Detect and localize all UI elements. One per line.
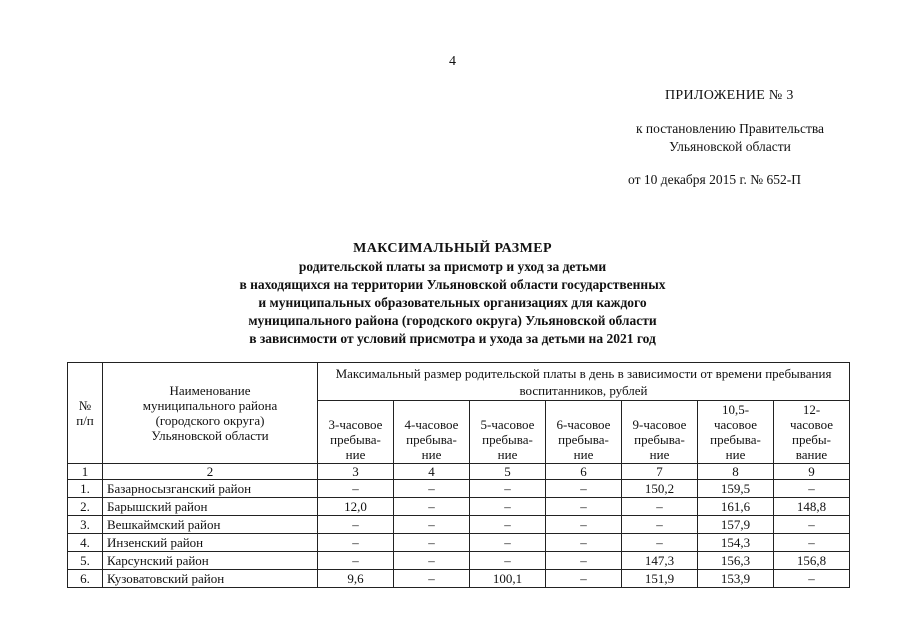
fee-cell: – <box>774 534 850 552</box>
fee-cell: – <box>394 516 470 534</box>
title-line-1: МАКСИМАЛЬНЫЙ РАЗМЕР <box>353 241 552 256</box>
table-row <box>68 516 850 534</box>
row-index: 6. <box>68 570 103 588</box>
fee-cell: – <box>622 516 698 534</box>
column-number-row <box>68 464 850 480</box>
district-name: Кузоватовский район <box>103 570 318 588</box>
fee-cell: 161,6 <box>698 498 774 516</box>
column-number: 6 <box>546 464 622 480</box>
header-3-hour: 3-часовое пребыва- ние <box>318 400 394 463</box>
fee-cell: 150,2 <box>622 480 698 498</box>
row-index: 5. <box>68 552 103 570</box>
header-4-hour: 4-часовое пребыва- ние <box>394 400 470 463</box>
column-number: 2 <box>103 464 318 480</box>
fee-cell: – <box>470 498 546 516</box>
page-number: 4 <box>449 54 456 69</box>
district-name: Барышский район <box>103 498 318 516</box>
fee-cell: – <box>774 516 850 534</box>
fee-cell: – <box>470 480 546 498</box>
column-number: 9 <box>774 464 850 480</box>
fee-cell: – <box>394 480 470 498</box>
header-number: № п/п <box>68 363 103 464</box>
document-title <box>0 240 905 348</box>
fee-cell: 9,6 <box>318 570 394 588</box>
fee-cell: – <box>546 570 622 588</box>
row-index: 1. <box>68 480 103 498</box>
fee-cell: – <box>546 498 622 516</box>
header-9-hour: 9-часовое пребыва- ние <box>622 400 698 463</box>
fee-cell: – <box>394 552 470 570</box>
fee-cell: – <box>470 552 546 570</box>
fee-cell: – <box>318 516 394 534</box>
fee-cell: – <box>394 498 470 516</box>
fee-cell: 154,3 <box>698 534 774 552</box>
table-row <box>68 498 850 516</box>
resolution-reference <box>610 120 850 156</box>
column-number: 3 <box>318 464 394 480</box>
fee-cell: – <box>622 498 698 516</box>
fee-cell: 100,1 <box>470 570 546 588</box>
table-row <box>68 480 850 498</box>
fee-cell: 148,8 <box>774 498 850 516</box>
fee-cell: – <box>546 516 622 534</box>
title-line-4: и муниципальных образовательных организациях для каждого <box>258 295 647 310</box>
fee-cell: 12,0 <box>318 498 394 516</box>
header-5-hour: 5-часовое пребыва- ние <box>470 400 546 463</box>
fee-cell: – <box>394 534 470 552</box>
resolution-line-2: Ульяновской области <box>669 139 791 154</box>
fee-cell: 157,9 <box>698 516 774 534</box>
fee-cell: – <box>546 534 622 552</box>
fee-cell: – <box>318 480 394 498</box>
row-index: 3. <box>68 516 103 534</box>
column-number: 4 <box>394 464 470 480</box>
fee-cell: 159,5 <box>698 480 774 498</box>
fee-cell: – <box>470 516 546 534</box>
fee-table <box>67 362 850 588</box>
fee-cell: 151,9 <box>622 570 698 588</box>
title-line-5: муниципального района (городского округа) Ульяновской области <box>248 313 657 328</box>
column-number: 5 <box>470 464 546 480</box>
table-row <box>68 570 850 588</box>
header-12-hour: 12- часовое пребы- вание <box>774 400 850 463</box>
fee-cell: 147,3 <box>622 552 698 570</box>
title-line-2: родительской платы за присмотр и уход за детьми <box>298 259 607 274</box>
title-line-3: в находящихся на территории Ульяновской области государственных <box>239 277 666 292</box>
district-name: Вешкаймский район <box>103 516 318 534</box>
column-number: 7 <box>622 464 698 480</box>
header-6-hour: 6-часовое пребыва- ние <box>546 400 622 463</box>
fee-cell: – <box>394 570 470 588</box>
table-row <box>68 552 850 570</box>
appendix-title: ПРИЛОЖЕНИЕ № 3 <box>665 88 794 103</box>
row-index: 2. <box>68 498 103 516</box>
header-10-5-hour: 10,5- часовое пребыва- ние <box>698 400 774 463</box>
fee-cell: – <box>546 480 622 498</box>
fee-cell: 156,3 <box>698 552 774 570</box>
district-name: Карсунский район <box>103 552 318 570</box>
district-name: Инзенский район <box>103 534 318 552</box>
resolution-date: от 10 декабря 2015 г. № 652-П <box>628 172 802 187</box>
fee-cell: – <box>318 552 394 570</box>
fee-cell: – <box>470 534 546 552</box>
fee-cell: – <box>318 534 394 552</box>
table-row <box>68 534 850 552</box>
fee-cell: – <box>622 534 698 552</box>
header-district-name: Наименование муниципального района (городского округа) Ульяновской области <box>103 363 318 464</box>
column-number: 8 <box>698 464 774 480</box>
title-line-6: в зависимости от условий присмотра и ухода за детьми на 2021 год <box>249 331 656 346</box>
row-index: 4. <box>68 534 103 552</box>
resolution-line-1: к постановлению Правительства <box>635 121 825 136</box>
fee-cell: – <box>546 552 622 570</box>
fee-cell: – <box>774 480 850 498</box>
fee-cell: – <box>774 570 850 588</box>
district-name: Базарносызганский район <box>103 480 318 498</box>
fee-cell: 153,9 <box>698 570 774 588</box>
fee-cell: 156,8 <box>774 552 850 570</box>
column-number: 1 <box>68 464 103 480</box>
header-fee-group: Максимальный размер родительской платы в день в зависимости от времени пребывания воспитанников, рублей <box>318 363 850 401</box>
